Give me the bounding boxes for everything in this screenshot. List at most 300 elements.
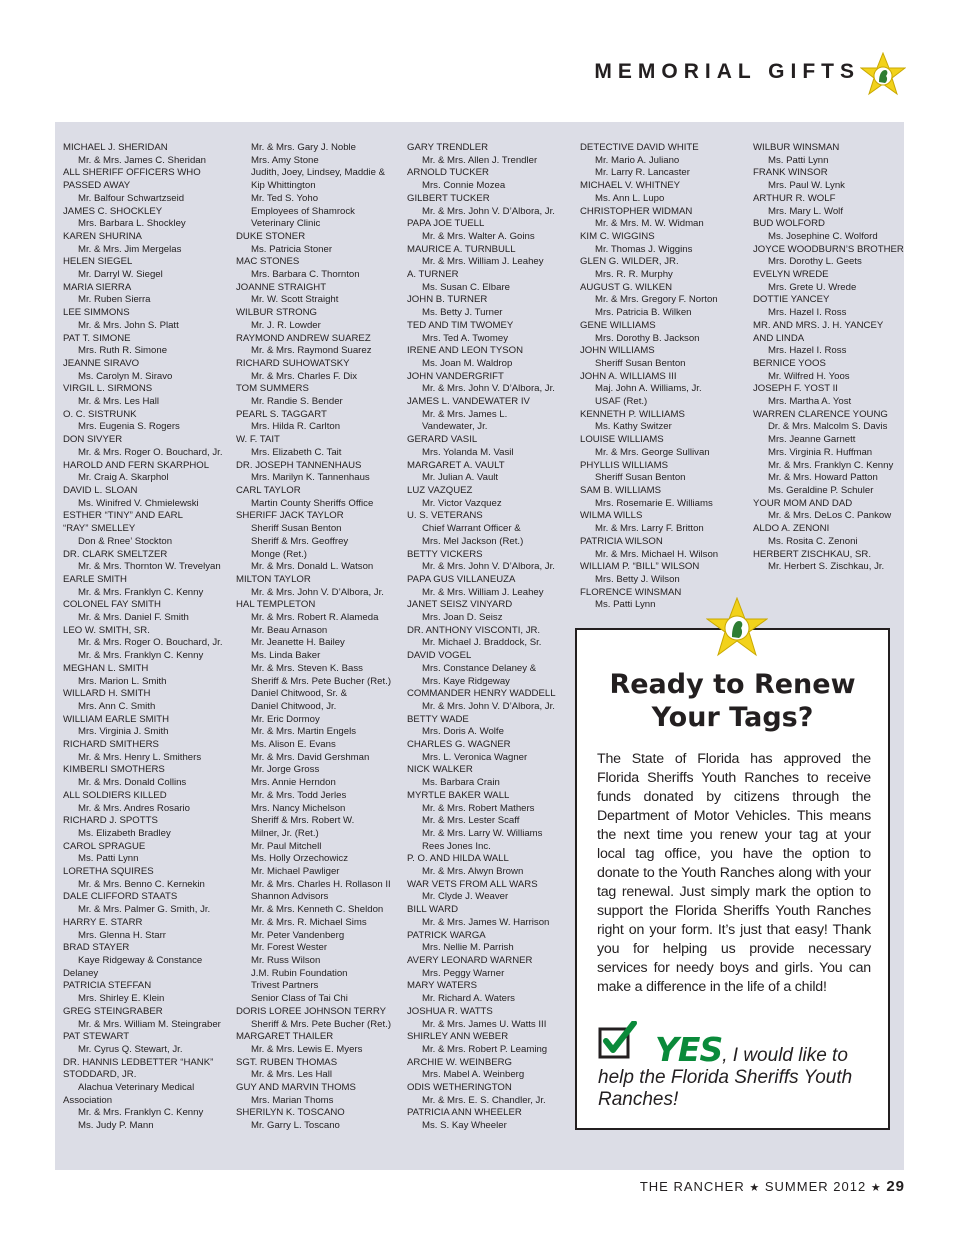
- honoree-name: PAT STEWART: [63, 1031, 130, 1043]
- honoree-name: GLEN G. WILDER, JR.: [580, 256, 679, 268]
- donor-name: Mrs. Virginia R. Huffman: [768, 446, 873, 458]
- donor-name: Mrs. Kaye Ridgeway: [422, 675, 510, 687]
- donor-name: Employees of Shamrock: [251, 205, 355, 217]
- honoree-name: KIM C. WIGGINS: [580, 230, 655, 242]
- honoree-name: DAVID L. SLOAN: [63, 484, 138, 496]
- honoree-name: WILBUR STRONG: [236, 307, 318, 319]
- honoree-name: CAROL SPRAGUE: [63, 840, 146, 852]
- donor-name: Mr. & Mrs. Robert R. Alameda: [251, 612, 379, 624]
- donor-name: Mrs. Marian Thoms: [251, 1094, 334, 1106]
- donor-name: Mr. & Mrs. Charles H. Rollason II: [251, 878, 391, 890]
- donor-name: Mr. Jeanette H. Bailey: [251, 637, 345, 649]
- honoree-name: RICHARD J. SPOTTS: [63, 815, 158, 827]
- honoree-name: DETECTIVE DAVID WHITE: [580, 142, 699, 153]
- honoree-name: MICHAEL V. WHITNEY: [580, 180, 681, 192]
- donor-name: Ms. S. Kay Wheeler: [422, 1120, 507, 1132]
- donor-name: Mrs. Shirley E. Klein: [78, 993, 165, 1005]
- yes-pledge-rest: help the Florida Sheriffs Youth Ranches!: [598, 1067, 853, 1110]
- donor-name: Rees Jones Inc.: [422, 840, 491, 852]
- donor-name: J.M. Rubin Foundation: [251, 967, 348, 979]
- donor-name: Mr. Michael Pawliger: [251, 866, 340, 878]
- honoree-name: DOTTIE YANCEY: [753, 294, 830, 306]
- honoree-name: DORIS LOREE JOHNSON TERRY: [236, 1005, 386, 1017]
- donor-name: Mrs. Constance Delaney &: [422, 662, 537, 674]
- donor-name: Mr. Richard A. Waters: [422, 993, 515, 1005]
- honoree-name: LEE SIMMONS: [63, 307, 130, 319]
- donor-name: Mr. & Mrs. Les Hall: [251, 1069, 333, 1081]
- honoree-name: JOSHUA R. WATTS: [407, 1005, 493, 1017]
- honoree-name: HAL TEMPLETON: [236, 599, 316, 611]
- donor-name: Sheriff Susan Benton: [595, 472, 686, 484]
- donor-name: Sheriff & Mrs. Pete Bucher (Ret.): [251, 675, 392, 687]
- donor-name: Mr. Paul Mitchell: [251, 840, 322, 852]
- donor-name: Mr. & Mrs. Henry L. Smithers: [78, 751, 202, 763]
- honoree-name: BILL WARD: [407, 904, 458, 916]
- honoree-name: O. C. SISTRUNK: [63, 408, 137, 420]
- donor-name: Mr. Michael J. Braddock, Sr.: [422, 637, 542, 649]
- honoree-name: ESTHER “TINY” AND EARL: [63, 510, 183, 522]
- donor-name: Mr. & Mrs. Gary J. Noble: [251, 142, 357, 153]
- donor-name: Mr. & Mrs. George Sullivan: [595, 446, 710, 458]
- memorial-column-4: [580, 142, 748, 612]
- honoree-name: W. F. TAIT: [236, 434, 280, 446]
- donor-name: Mr. & Mrs. John V. D’Albora, Jr.: [422, 700, 555, 712]
- honoree-name: MEGHAN L. SMITH: [63, 662, 149, 674]
- honoree-name: HERBERT ZISCHKAU, SR.: [753, 548, 871, 560]
- donor-name: Mrs. Eugenia S. Rogers: [78, 421, 180, 433]
- donor-name: Mr. & Mrs. Franklyn C. Kenny: [768, 459, 894, 471]
- honoree-name: JANET SEISZ VINYARD: [407, 599, 513, 611]
- donor-name: Ms. Patricia Stoner: [251, 243, 333, 255]
- donor-name: Mr. W. Scott Straight: [251, 294, 339, 306]
- donor-name: Mr. & Mrs. Jim Mergelas: [78, 243, 182, 255]
- honoree-name: U. S. VETERANS: [407, 510, 483, 522]
- donor-name: Mr. & Mrs. John S. Platt: [78, 319, 179, 331]
- donor-name: Mr. & Mrs. James C. Sheridan: [78, 154, 206, 166]
- donor-name: Mr. & Mrs. Lester Scaff: [422, 815, 520, 827]
- donor-name: Mrs. Hilda R. Carlton: [251, 421, 341, 433]
- donor-name: Mr. & Mrs. John V. D’Albora, Jr.: [422, 383, 555, 395]
- honoree-name: PEARL S. TAGGART: [236, 408, 327, 420]
- honoree-name: JOSEPH F. YOST II: [753, 383, 838, 395]
- donor-name: Mr. Thomas J. Wiggins: [595, 243, 693, 255]
- honoree-name: COLONEL FAY SMITH: [63, 599, 161, 611]
- donor-name: Mrs. Hazel I. Ross: [768, 345, 847, 357]
- donor-name: Mrs. Marilyn K. Tannenhaus: [251, 472, 370, 484]
- honoree-name: KENNETH P. WILLIAMS: [580, 408, 685, 420]
- donor-name: Mrs. Ann C. Smith: [78, 700, 156, 712]
- donor-name: Mr. & Mrs. Howard Patton: [768, 472, 878, 484]
- honoree-name: FLORENCE WINSMAN: [580, 586, 682, 598]
- donor-name: Daniel Chitwood, Jr.: [251, 700, 337, 712]
- donor-name: Mr. & Mrs. Raymond Suarez: [251, 345, 372, 357]
- footer-publication: THE RANCHER: [639, 1179, 745, 1194]
- honoree-name: SHERIFF JACK TAYLOR: [236, 510, 344, 522]
- memorial-column-3: [407, 142, 575, 1133]
- donor-name: Mrs. Mary L. Wolf: [768, 205, 843, 217]
- donor-name: Mrs. R. R. Murphy: [595, 269, 673, 281]
- donor-name: Mr. Cyrus Q. Stewart, Jr.: [78, 1043, 183, 1055]
- donor-name: Mr. & Mrs. E. S. Chandler, Jr.: [422, 1094, 546, 1106]
- honoree-name: A. TURNER: [407, 269, 459, 281]
- donor-name: Mr. & Mrs. Andres Rosario: [78, 802, 190, 814]
- star-badge-icon: [860, 52, 906, 96]
- honoree-name: PATRICK WARGA: [407, 929, 486, 941]
- honoree-name: ALL SOLDIERS KILLED: [63, 789, 167, 801]
- star-separator-icon: ★: [870, 1182, 882, 1194]
- donor-name: Mr. & Mrs. Franklyn C. Kenny: [78, 650, 204, 662]
- donor-name: Chief Warrant Officer &: [422, 523, 521, 535]
- donor-name: Mrs. Mabel A. Weinberg: [422, 1069, 525, 1081]
- honoree-name: WILLARD H. SMITH: [63, 688, 151, 700]
- honoree-name: JOHN B. TURNER: [407, 294, 488, 306]
- donor-name: Ms. Elizabeth Bradley: [78, 827, 171, 839]
- donor-name: Mr. Herbert S. Zischkau, Jr.: [768, 561, 885, 573]
- donor-name: Vandewater, Jr.: [422, 421, 488, 433]
- donor-name: Mrs. Jeanne Garnett: [768, 434, 856, 446]
- honoree-name: DR. HANNIS LEDBETTER “HANK”: [63, 1056, 214, 1068]
- donor-name: Mrs. Nancy Michelson: [251, 802, 346, 814]
- honoree-name: VIRGIL L. SIRMONS: [63, 383, 153, 395]
- honoree-name: AUGUST G. WILKEN: [580, 281, 673, 293]
- honoree-name: EVELYN WREDE: [753, 269, 829, 281]
- donor-name: Mr. Garry L. Toscano: [251, 1120, 340, 1132]
- honoree-name: SGT. RUBEN THOMAS: [236, 1056, 338, 1068]
- donor-name: Mr. J. R. Lowder: [251, 319, 321, 331]
- honoree-name: DON SIVYER: [63, 434, 123, 446]
- donor-name: Mrs. Dorothy B. Jackson: [595, 332, 700, 344]
- donor-name: Mrs. Ruth R. Simone: [78, 345, 168, 357]
- honoree-name: DUKE STONER: [236, 230, 306, 242]
- honoree-name: AVERY LEONARD WARNER: [407, 955, 533, 966]
- honoree-name: MARY WATERS: [407, 980, 478, 992]
- donor-name: Mr. & Mrs. Robert P. Leaming: [422, 1043, 548, 1055]
- donor-name: Mrs. Mel Jackson (Ret.): [422, 535, 524, 547]
- honoree-name: GENE WILLIAMS: [580, 319, 656, 331]
- donor-name: Maj. John A. Williams, Jr.: [595, 383, 702, 395]
- donor-name: Mrs. Joan D. Seisz: [422, 612, 503, 624]
- donor-name: Mr. & Mrs. Lewis E. Myers: [251, 1043, 363, 1055]
- donor-name: Sheriff & Mrs. Geoffrey: [251, 535, 349, 547]
- honoree-name: RICHARD SUHOWATSKY: [236, 357, 350, 369]
- honoree-name: PATRICIA STEFFAN: [63, 980, 152, 992]
- yes-word: YES: [655, 1030, 723, 1069]
- honoree-name: JAMES C. SHOCKLEY: [63, 205, 163, 217]
- donor-name: Mr. Craig A. Skarphol: [78, 472, 169, 484]
- honoree-name: LEO W. SMITH, SR.: [63, 624, 150, 636]
- donor-name: Kaye Ridgeway & Constance: [78, 955, 203, 966]
- renew-tags-body: The State of Florida has approved the Florida Sheriffs Youth Ranches to receive funds donated by citizens through the Department of Motor Vehicles. This means the next time you renew your tag at your local tag office, you have the option to donate to the Youth Ranches along with your tag renewal. Just simply mark the option to support the Florida Sheriffs Youth Ranches right on your form. It’s just that easy! Thank you for helping us provide necessary services for needy boys and girls. You can make a difference in the life of a child!: [597, 751, 871, 995]
- donor-name: Mr. Jorge Gross: [251, 764, 320, 776]
- donor-name: Mrs. Virginia J. Smith: [78, 726, 169, 738]
- honoree-name: PAPA JOE TUELL: [407, 218, 485, 230]
- honoree-name: ARNOLD TUCKER: [407, 167, 489, 179]
- donor-name: Mr. & Mrs. DeLos C. Pankow: [768, 510, 892, 522]
- honoree-name: MAURICE A. TURNBULL: [407, 243, 516, 255]
- donor-name: Mr. & Mrs. Steven K. Bass: [251, 662, 363, 674]
- yes-pledge-text: , I would like to: [722, 1045, 848, 1066]
- honoree-name: JOHN VANDERGRIFT: [407, 370, 504, 382]
- page-title: MEMORIAL GIFTS: [594, 60, 860, 83]
- donor-name: Mrs. Annie Herndon: [251, 777, 336, 789]
- honoree-name: BETTY VICKERS: [407, 548, 483, 560]
- donor-name: Mr. Julian A. Vault: [422, 472, 499, 484]
- donor-name: Mr. & Mrs. Benno C. Kernekin: [78, 878, 205, 890]
- honoree-name: PATRICIA WILSON: [580, 535, 663, 547]
- honoree-name: MICHAEL J. SHERIDAN: [63, 142, 168, 153]
- donor-name: Daniel Chitwood, Sr. &: [251, 688, 347, 700]
- donor-name: Mr. & Mrs. John V. D’Albora, Jr.: [251, 586, 384, 598]
- honoree-name: WILLIAM EARLE SMITH: [63, 713, 170, 725]
- honoree-name: COMMANDER HENRY WADDELL: [407, 688, 556, 700]
- honoree-name: GERARD VASIL: [407, 434, 478, 446]
- donor-name: Mr. & Mrs. David Gershman: [251, 751, 370, 763]
- donor-name: Mr. Eric Dormoy: [251, 713, 320, 725]
- donor-name: Mr. & Mrs. Donald L. Watson: [251, 561, 374, 573]
- donor-name: Sheriff Susan Benton: [251, 523, 342, 535]
- honoree-name: WAR VETS FROM ALL WARS: [407, 878, 538, 890]
- donor-name: Mr. & Mrs. William M. Steingraber: [78, 1018, 221, 1030]
- donor-name: Mr. & Mrs. Palmer G. Smith, Jr.: [78, 904, 211, 916]
- donor-name: Mrs. Martha A. Yost: [768, 396, 852, 408]
- donor-name: Mr. & Mrs. Larry W. Williams: [422, 827, 543, 839]
- donor-name: Mr. & Mrs. Gregory F. Norton: [595, 294, 718, 306]
- donor-name: Mr. & Mrs. M. W. Widman: [595, 218, 704, 230]
- donor-name: Mr. & Mrs. Roger O. Bouchard, Jr.: [78, 446, 223, 458]
- donor-name: Mr. Clyde J. Weaver: [422, 891, 509, 903]
- honoree-name: FRANK WINSOR: [753, 167, 828, 179]
- donor-name: Alachua Veterinary Medical: [78, 1082, 195, 1094]
- donor-name: Mr. & Mrs. Thornton W. Trevelyan: [78, 561, 221, 573]
- honoree-name: PAT T. SIMONE: [63, 332, 131, 344]
- donor-name: Mrs. Glenna H. Starr: [78, 929, 166, 941]
- donor-name: Mr. Russ Wilson: [251, 955, 321, 966]
- honoree-name: JOHN A. WILLIAMS III: [580, 370, 677, 382]
- honoree-name: PASSED AWAY: [63, 180, 131, 192]
- donor-name: Mrs. Dorothy L. Geets: [768, 256, 862, 268]
- checkbox-checked-icon: [598, 1021, 638, 1059]
- page-number: 29: [886, 1178, 905, 1195]
- honoree-name: Association: [63, 1094, 113, 1106]
- honoree-name: WILLIAM P. “BILL” WILSON: [580, 561, 700, 573]
- donor-name: Mrs. Connie Mozea: [422, 180, 506, 192]
- honoree-name: MARGARET THAILER: [236, 1031, 334, 1043]
- donor-name: Martin County Sheriffs Office: [251, 497, 374, 509]
- honoree-name: KIMBERLI SMOTHERS: [63, 764, 165, 776]
- honoree-name: BERNICE YOOS: [753, 357, 826, 369]
- honoree-name: KAREN SHURINA: [63, 230, 142, 242]
- honoree-name: JOYCE WOODBURN’S BROTHER: [753, 243, 904, 255]
- donor-name: Mr. & Mrs. Todd Jerles: [251, 789, 347, 801]
- donor-name: Sheriff & Mrs. Pete Bucher (Ret.): [251, 1018, 392, 1030]
- donor-name: Ms. Geraldine P. Schuler: [768, 484, 874, 496]
- donor-name: Shannon Advisors: [251, 891, 329, 903]
- donor-name: Mrs. Yolanda M. Vasil: [422, 446, 514, 458]
- donor-name: Ms. Kathy Switzer: [595, 421, 672, 433]
- honoree-name: HELEN SIEGEL: [63, 256, 133, 268]
- honoree-name: TOM SUMMERS: [236, 383, 309, 395]
- honoree-name: SAM B. WILLIAMS: [580, 484, 662, 496]
- honoree-name: DR. CLARK SMELTZER: [63, 548, 168, 560]
- honoree-name: WILMA WILLS: [580, 510, 643, 522]
- donor-name: Ms. Carolyn M. Siravo: [78, 370, 173, 382]
- donor-name: Mrs. Elizabeth C. Tait: [251, 446, 342, 458]
- donor-name: Mrs. Patricia B. Wilken: [595, 307, 692, 319]
- yes-pledge-line: [655, 1030, 848, 1069]
- honoree-name: AND LINDA: [753, 332, 805, 344]
- honoree-name: MARGARET A. VAULT: [407, 459, 505, 471]
- honoree-name: JEANNE SIRAVO: [63, 357, 140, 369]
- donor-name: Mrs. Doris A. Wolfe: [422, 726, 504, 738]
- donor-name: Mr. & Mrs. Donald Collins: [78, 777, 187, 789]
- honoree-name: LOUISE WILLIAMS: [580, 434, 664, 446]
- honoree-name: SHERILYN K. TOSCANO: [236, 1107, 345, 1119]
- donor-name: Mr. Ted S. Yoho: [251, 192, 319, 204]
- honoree-name: RAYMOND ANDREW SUAREZ: [236, 332, 371, 344]
- donor-name: Mr. & Mrs. William J. Leahey: [422, 586, 544, 598]
- footer-issue: SUMMER 2012: [764, 1179, 867, 1194]
- honoree-name: BRAD STAYER: [63, 942, 130, 954]
- donor-name: Monge (Ret.): [251, 548, 307, 560]
- donor-name: Ms. Rosita C. Zenoni: [768, 535, 858, 547]
- donor-name: Mr. & Mrs. Robert Mathers: [422, 802, 535, 814]
- honoree-name: MR. AND MRS. J. H. YANCEY: [753, 319, 884, 331]
- donor-name: Mrs. Amy Stone: [251, 154, 319, 166]
- memorial-column-2: [236, 142, 404, 1133]
- honoree-name: Delaney: [63, 967, 99, 979]
- donor-name: Senior Class of Tai Chi: [251, 993, 348, 1005]
- donor-name: Kip Whittington: [251, 180, 316, 192]
- honoree-name: P. O. AND HILDA WALL: [407, 853, 509, 865]
- donor-name: Mrs. Barbara L. Shockley: [78, 218, 186, 230]
- star-separator-icon: ★: [749, 1182, 761, 1194]
- donor-name: Ms. Josephine C. Wolford: [768, 230, 878, 242]
- honoree-name: ALDO A. ZENONI: [753, 523, 830, 535]
- donor-name: Mr. Beau Arnason: [251, 624, 328, 636]
- donor-name: Mrs. Betty J. Wilson: [595, 573, 680, 585]
- honoree-name: MAC STONES: [236, 256, 300, 268]
- donor-name: Sheriff Susan Benton: [595, 357, 686, 369]
- honoree-name: EARLE SMITH: [63, 573, 127, 585]
- donor-name: Mr. Wilfred H. Yoos: [768, 370, 850, 382]
- honoree-name: GILBERT TUCKER: [407, 192, 490, 204]
- donor-name: Mr. & Mrs. John V. D’Albora, Jr.: [422, 561, 555, 573]
- honoree-name: ODIS WETHERINGTON: [407, 1082, 512, 1094]
- page-footer: [600, 1178, 905, 1195]
- donor-name: Ms. Patti Lynn: [595, 599, 656, 611]
- honoree-name: LORETHA SQUIRES: [63, 866, 154, 878]
- honoree-name: NICK WALKER: [407, 764, 473, 776]
- honoree-name: BETTY WADE: [407, 713, 469, 725]
- honoree-name: CARL TAYLOR: [236, 484, 301, 496]
- donor-name: Mrs. Paul W. Lynk: [768, 180, 845, 192]
- honoree-name: MYRTLE BAKER WALL: [407, 789, 510, 801]
- donor-name: Ms. Joan M. Waldrop: [422, 357, 513, 369]
- donor-name: Ms. Patti Lynn: [768, 154, 829, 166]
- honoree-name: ARCHIE W. WEINBERG: [407, 1056, 513, 1068]
- donor-name: Mrs. Rosemarie E. Williams: [595, 497, 713, 509]
- donor-name: Ms. Judy P. Mann: [78, 1120, 154, 1132]
- donor-name: Mr. Victor Vazquez: [422, 497, 502, 509]
- honoree-name: YOUR MOM AND DAD: [753, 497, 853, 509]
- donor-name: Mr. Larry R. Lancaster: [595, 167, 690, 179]
- donor-name: Mr. Randie S. Bender: [251, 396, 343, 408]
- donor-name: Mr. Mario A. Juliano: [595, 154, 680, 166]
- donor-name: Mr. Peter Vandenberg: [251, 929, 345, 941]
- donor-name: Mr. & Mrs. Roger O. Bouchard, Jr.: [78, 637, 223, 649]
- honoree-name: IRENE AND LEON TYSON: [407, 345, 524, 357]
- honoree-name: JOHN WILLIAMS: [580, 345, 655, 357]
- honoree-name: DR. JOSEPH TANNENHAUS: [236, 459, 362, 471]
- honoree-name: GARY TRENDLER: [407, 142, 489, 153]
- donor-name: Mr. & Mrs. James L.: [422, 408, 508, 420]
- donor-name: Trivest Partners: [251, 980, 319, 992]
- donor-name: Ms. Patti Lynn: [78, 853, 139, 865]
- honoree-name: DR. ANTHONY VISCONTI, JR.: [407, 624, 541, 636]
- donor-name: Ms. Holly Orzechowicz: [251, 853, 349, 865]
- honoree-name: PHYLLIS WILLIAMS: [580, 459, 668, 471]
- donor-name: Ms. Linda Baker: [251, 650, 321, 662]
- donor-name: Mr. Ruben Sierra: [78, 294, 151, 306]
- donor-name: Mrs. Peggy Warner: [422, 967, 505, 979]
- honoree-name: TED AND TIM TWOMEY: [407, 319, 514, 331]
- donor-name: Mr. Darryl W. Siegel: [78, 269, 163, 281]
- donor-name: Dr. & Mrs. Malcolm S. Davis: [768, 421, 888, 433]
- donor-name: Mr. & Mrs. Les Hall: [78, 396, 160, 408]
- donor-name: USAF (Ret.): [595, 396, 648, 408]
- donor-name: Mrs. Barbara C. Thornton: [251, 269, 360, 281]
- honoree-name: DAVID VOGEL: [407, 650, 472, 662]
- donor-name: Mr. & Mrs. Walter A. Goins: [422, 230, 535, 242]
- star-badge-icon: [706, 597, 768, 657]
- renew-tags-title: [577, 668, 888, 734]
- donor-name: Ms. Alison E. Evans: [251, 739, 336, 751]
- donor-name: Mrs. Hazel I. Ross: [768, 307, 847, 319]
- donor-name: Veterinary Clinic: [251, 218, 321, 230]
- honoree-name: DALE CLIFFORD STAATS: [63, 891, 178, 903]
- honoree-name: CHRISTOPHER WIDMAN: [580, 205, 693, 217]
- donor-name: Ms. Ann L. Lupo: [595, 192, 665, 204]
- honoree-name: JAMES L. VANDEWATER IV: [407, 396, 530, 408]
- honoree-name: WARREN CLARENCE YOUNG: [753, 408, 888, 420]
- donor-name: Mr. & Mrs. Franklyn C. Kenny: [78, 586, 204, 598]
- donor-name: Judith, Joey, Lindsey, Maddie &: [251, 167, 386, 179]
- honoree-name: HARRY E. STARR: [63, 916, 143, 928]
- donor-name: Mr. & Mrs. Michael H. Wilson: [595, 548, 719, 560]
- donor-name: Mr. & Mrs. Daniel F. Smith: [78, 612, 189, 624]
- donor-name: Milner, Jr. (Ret.): [251, 827, 319, 839]
- donor-name: Mr. Forest Wester: [251, 942, 328, 954]
- honoree-name: LUZ VAZQUEZ: [407, 484, 473, 496]
- honoree-name: CHARLES G. WAGNER: [407, 739, 511, 751]
- donor-name: Mr. & Mrs. James W. Harrison: [422, 916, 550, 928]
- honoree-name: GUY AND MARVIN THOMS: [236, 1082, 356, 1094]
- donor-name: Don & Rnee’ Stockton: [78, 535, 173, 547]
- donor-name: Mr. & Mrs. Kenneth C. Sheldon: [251, 904, 384, 916]
- honoree-name: “RAY” SMELLEY: [63, 523, 136, 535]
- renew-tags-title-line-1: Ready to Renew: [609, 669, 856, 700]
- honoree-name: STODDARD, JR.: [63, 1069, 137, 1081]
- memorial-column-1: [63, 142, 231, 1133]
- donor-name: Ms. Barbara Crain: [422, 777, 500, 789]
- donor-name: Mrs. Marion L. Smith: [78, 675, 167, 687]
- honoree-name: ARTHUR R. WOLF: [753, 192, 836, 204]
- donor-name: Mr. & Mrs. Charles F. Dix: [251, 370, 358, 382]
- donor-name: Mrs. L. Veronica Wagner: [422, 751, 528, 763]
- honoree-name: MILTON TAYLOR: [236, 573, 311, 585]
- donor-name: Mrs. Grete U. Wrede: [768, 281, 857, 293]
- donor-name: Mrs. Ted A. Twomey: [422, 332, 509, 344]
